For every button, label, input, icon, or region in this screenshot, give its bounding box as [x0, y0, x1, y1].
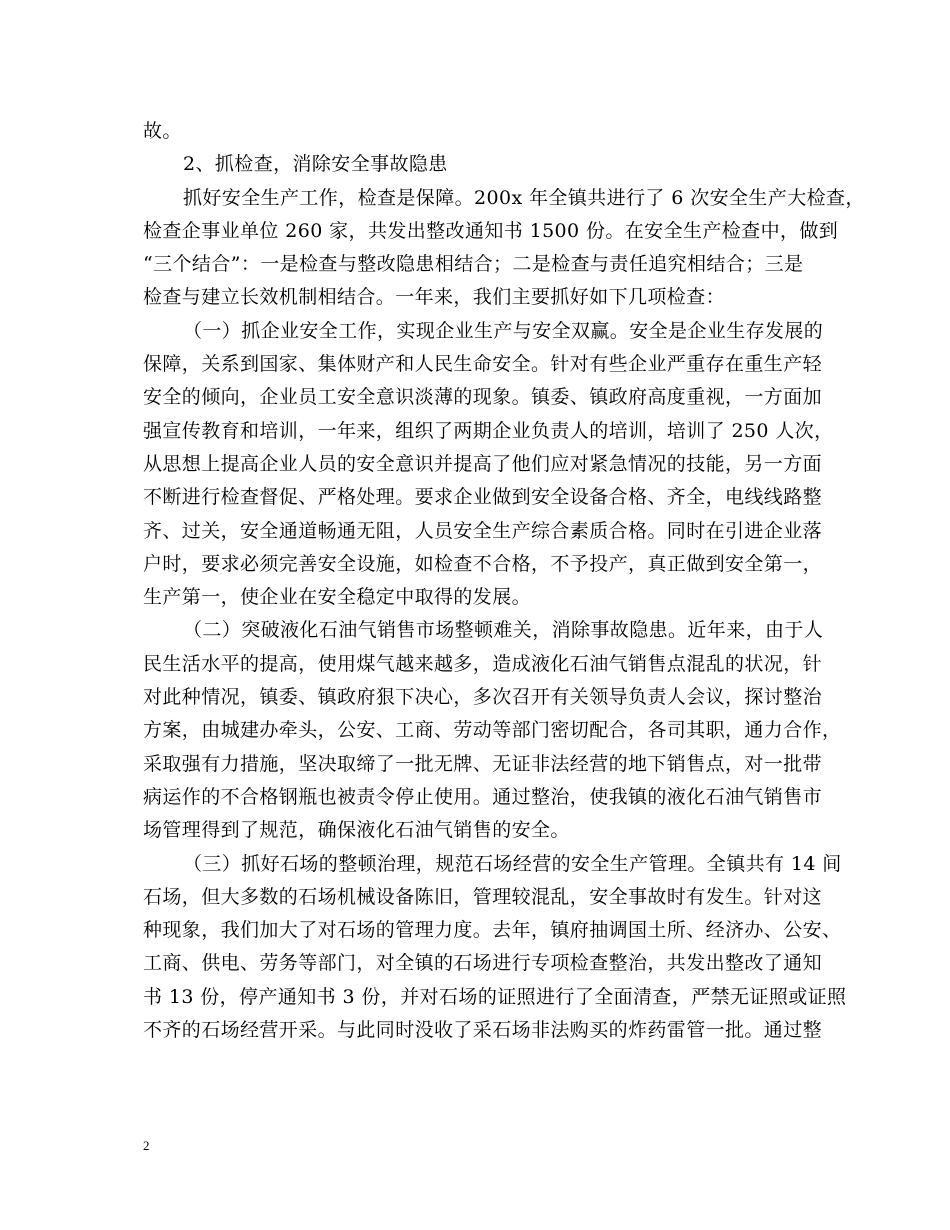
text-line: 强宣传教育和培训，一年来，组织了两期企业负责人的培训，培训了 250 人次， — [143, 419, 834, 442]
text-line: 场管理得到了规范，确保液化石油气销售的安全。 — [143, 819, 570, 842]
text-line: 生产第一，使企业在安全稳定中取得的发展。 — [143, 586, 532, 609]
text-line: 安全的倾向，企业员工安全意识淡薄的现象。镇委、镇政府高度重视，一方面加 — [143, 386, 823, 409]
text-line: 齐、过关，安全通道畅通无阻，人员安全生产综合素质合格。同时在引进企业落 — [143, 519, 823, 542]
text-line: 检查与建立长效机制相结合。一年来，我们主要抓好如下几项检查： — [143, 286, 726, 309]
text-line: 石场，但大多数的石场机械设备陈旧，管理较混乱，安全事故时有发生。针对这 — [143, 885, 823, 908]
text-line: 抓好安全生产工作，检查是保障。200x 年全镇共进行了 6 次安全生产大检查， — [183, 186, 865, 209]
body-text — [143, 115, 865, 1047]
text-line: 故。 — [143, 120, 182, 142]
text-line: 不断进行检查督促、严格处理。要求企业做到安全设备合格、齐全，电线线路整 — [143, 486, 823, 509]
text-line: 2、抓检查，消除安全事故隐患 — [183, 153, 448, 176]
text-line: 保障，关系到国家、集体财产和人民生命安全。针对有些企业严重存在重生产轻 — [143, 353, 823, 376]
text-line: （一）抓企业安全工作，实现企业生产与安全双赢。安全是企业生存发展的 — [183, 319, 824, 342]
text-line: （二）突破液化石油气销售市场整顿难关，消除事故隐患。近年来，由于人 — [183, 619, 824, 642]
text-line: 方案，由城建办牵头，公安、工商、劳动等部门密切配合，各司其职，通力合作， — [143, 719, 842, 742]
text-line: 书 13 份，停产通知书 3 份，并对石场的证照进行了全面清查，严禁无证照或证照 — [143, 985, 847, 1008]
page-number: 2 — [143, 1138, 150, 1153]
text-line: 采取强有力措施，坚决取缔了一批无牌、无证非法经营的地下销售点，对一批带 — [143, 752, 823, 775]
text-line: 对此种情况，镇委、镇政府狠下决心，多次召开有关领导负责人会议，探讨整治 — [143, 686, 823, 709]
text-line: 不齐的石场经营开采。与此同时没收了采石场非法购买的炸药雷管一批。通过整 — [143, 1019, 823, 1042]
text-line: 户时，要求必须完善安全设施，如检查不合格，不予投产，真正做到安全第一， — [143, 552, 823, 575]
text-line: 从思想上提高企业人员的安全意识并提高了他们应对紧急情况的技能，另一方面 — [143, 452, 823, 475]
text-line: 病运作的不合格钢瓶也被责令停止使用。通过整治，使我镇的液化石油气销售市 — [143, 785, 823, 808]
text-line: 种现象，我们加大了对石场的管理力度。去年，镇府抽调国土所、经济办、公安、 — [143, 919, 842, 942]
text-line: 民生活水平的提高，使用煤气越来越多，造成液化石油气销售点混乱的状况，针 — [143, 652, 823, 675]
text-line: “三个结合”：一是检查与整改隐患相结合；二是检查与责任追究相结合；三是 — [143, 253, 804, 276]
text-line: （三）抓好石场的整顿治理，规范石场经营的安全生产管理。全镇共有 14 间 — [183, 852, 842, 875]
text-line: 工商、供电、劳务等部门，对全镇的石场进行专项检查整治，共发出整改了通知 — [143, 952, 823, 975]
text-line: 检查企事业单位 260 家，共发出整改通知书 1500 份。在安全生产检查中，做到 — [143, 219, 839, 242]
